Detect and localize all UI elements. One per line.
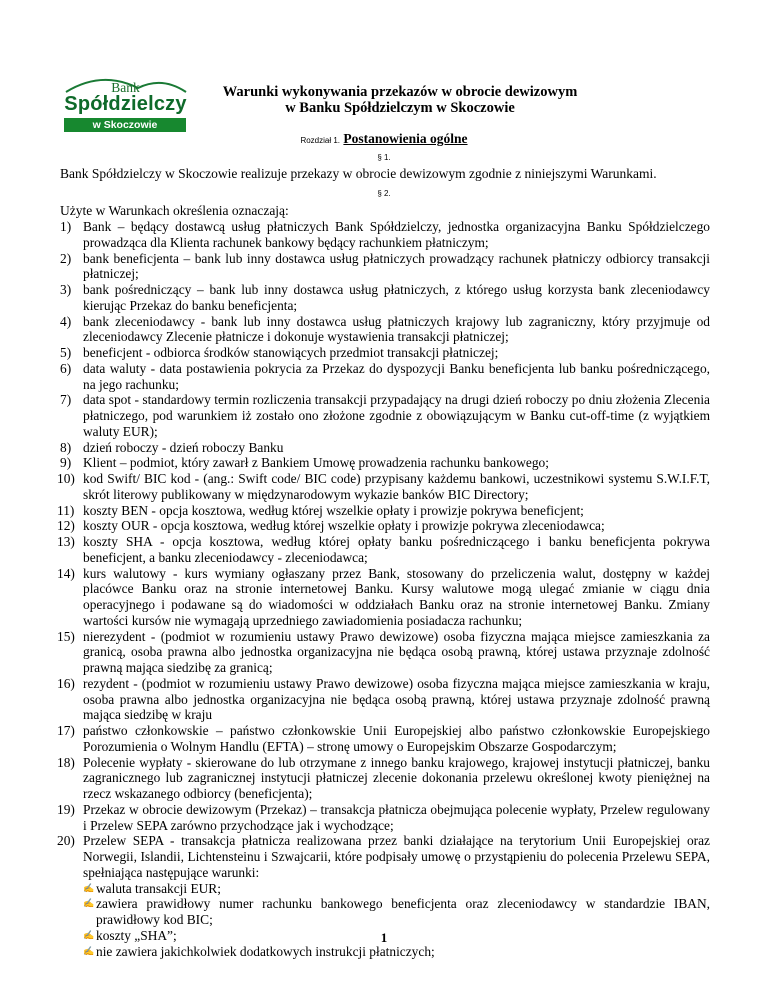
definition-text: Bank – będący dostawcą usług płatniczych Bank Spółdzielczy, jednostka organizacyjna Banku Spółdzielczego prowadząca dla Klienta rachunek bankowy będący rachunkiem płatniczym; [83, 219, 710, 250]
definition-item [57, 723, 710, 755]
page-number: 1 [380, 930, 388, 945]
definition-item [57, 502, 710, 519]
definition-text: kod Swift/ BIC kod - (ang.: Swift code/ BIC code) przypisany każdemu bankowi, uczestnikowi systemu S.W.I.F.T, skrót literowy publikowany w międzynarodowym wykazie banków BIC Directory; [83, 471, 710, 502]
definition-item [57, 518, 710, 534]
logo-bank-text: Bank [111, 80, 140, 95]
definition-item [60, 282, 710, 314]
chapter-title: Postanowienia ogólne [343, 131, 468, 146]
definition-text: data spot - standardowy termin rozliczenia transakcji przypadający na drugi dzień roboczy po dniu złożenia Zlecenia płatniczego, pod warunkiem iż zostało ono złożone zgodnie z obowiązującym w Banku cut-off-time (z wyjątkiem waluty EUR); [83, 392, 710, 439]
definition-item [60, 314, 710, 346]
definition-text: nierezydent - (podmiot w rozumieniu ustawy Prawo dewizowe) osoba fizyczna mająca miejsce zamieszkania za granicą, osoba prawna albo jednostka organizacyjna nie będąca osobą prawną, której ustawa przyznaje zdolność prawną mająca siedzibę za granicą; [83, 628, 710, 675]
definition-text: beneficjent - odbiorca środków stanowiących przedmiot transakcji płatniczej; [83, 345, 499, 360]
definition-number: 5) [60, 345, 72, 360]
definition-text: Polecenie wypłaty - skierowane do lub otrzymane z innego banku krajowego, krajowej instytucji płatniczej, banku zagranicznego lub zagranicznej instytucji płatniczej zlecenie dokonania przelewu określonej kwoty pieniężnej na rzecz wskazanego odbiorcy (beneficjenta); [83, 754, 710, 801]
definition-item [57, 675, 710, 723]
definition-number: 17) [57, 723, 75, 738]
definition-number: 3) [60, 282, 72, 297]
definition-item [57, 534, 710, 566]
definition-text: koszty SHA - opcja kosztowa, według której opłaty banku pośredniczącego i banku beneficjenta pokrywa beneficjent, a banku zleceniodawcy - zleceniodawca; [83, 534, 710, 565]
definition-text: rezydent - (podmiot w rozumieniu ustawy Prawo dewizowe) osoba fizyczna mająca miejsce zamieszkania w kraju, osoba prawna albo jednostka organizacyjna nie będąca osobą prawną, której ustawa przyznaje zdolność prawną mająca siedzibę w kraju [83, 675, 710, 723]
definition-item [60, 361, 710, 393]
condition-text: nie zawiera jakichkolwiek dodatkowych instrukcji płatniczych; [96, 943, 435, 959]
definition-number: 19) [57, 801, 75, 817]
definition-item [57, 754, 710, 802]
section-1-text: Bank Spółdzielczy w Skoczowie realizuje przekazy w obrocie dewizowym zgodnie z niniejszymi Warunkami. [60, 166, 657, 181]
document-title [200, 84, 600, 116]
definition-text: państwo członkowskie – państwo członkowskie Unii Europejskiej albo państwo członkowskie Europejskiego Porozumienia o Wolnym Handlu (EFTA) – stronę umowy o Europejskim Obszarze Gospodarczym; [83, 723, 710, 754]
condition-item [83, 881, 710, 897]
definition-number: 11) [57, 502, 75, 518]
definition-text: data waluty - data postawienia pokrycia za Przekaz do dyspozycji Banku beneficjenta lub banku pośredniczącego, na jego rachunku; [83, 360, 710, 392]
definition-text: koszty OUR - opcja kosztowa, według której wszelkie opłaty i prowizje pokrywa zleceniodawca; [83, 518, 605, 534]
definition-item [60, 251, 710, 283]
writing-hand-bullet-icon: ✍ [83, 882, 95, 893]
definition-text: kurs walutowy - kurs wymiany ogłaszany przez Bank, stosowany do przeliczenia walut, dostępny w każdej placówce Banku oraz na stronie internetowej Banku. Kursy walutowe mogą ulegać zmianie w ciągu dnia operacyjnego i podawane są do wiadomości w oddziałach Banku oraz na stronie internetowej Banku. Zmiany wartości kursów nie wymagają uprzedniego zawiadomienia posiadacza rachunku; [83, 565, 710, 628]
definition-number: 4) [60, 313, 72, 329]
definition-number: 12) [57, 518, 75, 534]
definition-number: 15) [57, 628, 75, 644]
definition-text: Przelew SEPA - transakcja płatnicza realizowana przez banki działające na terytorium Unii Europejskiej oraz Norwegii, Islandii, Lichtensteinu i Szwajcarii, które podpisały umowę o przystąpieniu do polecenia Przelewu SEPA, spełniająca następujące warunki: [83, 833, 710, 880]
definition-text: Klient – podmiot, który zawarł z Bankiem Umowę prowadzenia rachunku bankowego; [83, 455, 549, 471]
writing-hand-bullet-icon: ✍ [83, 945, 95, 956]
definition-item [57, 565, 710, 629]
definition-number: 8) [60, 439, 72, 455]
definition-number: 13) [57, 534, 75, 549]
section-1-mark: § 1. [377, 153, 391, 162]
definition-number: 18) [57, 754, 75, 770]
title-line-2: w Banku Spółdzielczym w Skoczowie [285, 100, 515, 116]
definition-number: 14) [57, 565, 75, 581]
definition-item [60, 345, 710, 361]
conditions-list [83, 881, 710, 960]
logo-spoldzielczy-text: Spółdzielczy [64, 93, 187, 115]
definition-number: 6) [60, 360, 72, 376]
definition-text: koszty BEN - opcja kosztowa, według której wszelkie opłaty i prowizje pokrywa beneficjent; [83, 502, 584, 518]
title-line-1: Warunki wykonywania przekazów w obrocie dewizowym [222, 84, 578, 100]
writing-hand-bullet-icon: ✍ [83, 898, 95, 909]
bank-logo [62, 72, 189, 138]
logo-location-bar: w Skoczowie [64, 118, 186, 132]
chapter-label: Rozdział 1. [300, 136, 341, 145]
definition-number: 10) [57, 471, 75, 486]
writing-hand-bullet-icon: ✍ [83, 929, 95, 940]
definition-item [60, 440, 710, 456]
definition-item [57, 801, 710, 834]
condition-text: waluta transakcji EUR; [96, 880, 221, 896]
definition-number: 16) [57, 675, 75, 691]
section-2-mark: § 2. [377, 189, 391, 198]
definitions-lead: Użyte w Warunkach określenia oznaczają: [60, 203, 289, 218]
definition-number: 7) [60, 392, 72, 408]
condition-item [83, 896, 710, 928]
definition-text: Przekaz w obrocie dewizowym (Przekaz) – transakcja płatnicza obejmująca polecenie wypłaty, Przelew regulowany i Przelew SEPA zarówno przychodzące jak i wychodzące; [83, 801, 710, 833]
definition-number: 9) [60, 455, 72, 471]
definitions-list [57, 219, 710, 959]
definition-number: 20) [57, 833, 75, 849]
definition-item [57, 471, 710, 503]
definition-text: bank pośredniczący – bank lub inny dostawca usług płatniczych, z którego usług korzysta bank zleceniodawcy kierując Przekaz do banku beneficjenta; [83, 282, 710, 313]
definition-item [57, 628, 710, 676]
definition-item [60, 392, 710, 439]
definition-number: 2) [60, 250, 72, 266]
definition-text: dzień roboczy - dzień roboczy Banku [83, 439, 284, 455]
condition-text: koszty „SHA”; [96, 927, 177, 943]
definition-item [60, 219, 710, 251]
definition-text: bank beneficjenta – bank lub inny dostawca usług płatniczych prowadzący rachunek płatniczy odbiorcy transakcji płatniczej; [83, 250, 710, 282]
definition-number: 1) [60, 219, 72, 234]
condition-text: zawiera prawidłowy numer rachunku bankowego beneficjenta oraz zleceniodawcy w standardzie IBAN, prawidłowy kod BIC; [96, 896, 710, 927]
definition-item [60, 455, 710, 471]
chapter-heading [0, 131, 768, 147]
definition-text: bank zleceniodawcy - bank lub inny dostawca usług płatniczych krajowy lub zagraniczny, który przyjmuje od zleceniodawcy Zlecenie płatnicze i dokonuje wystawienia transakcji płatniczej; [83, 313, 710, 345]
